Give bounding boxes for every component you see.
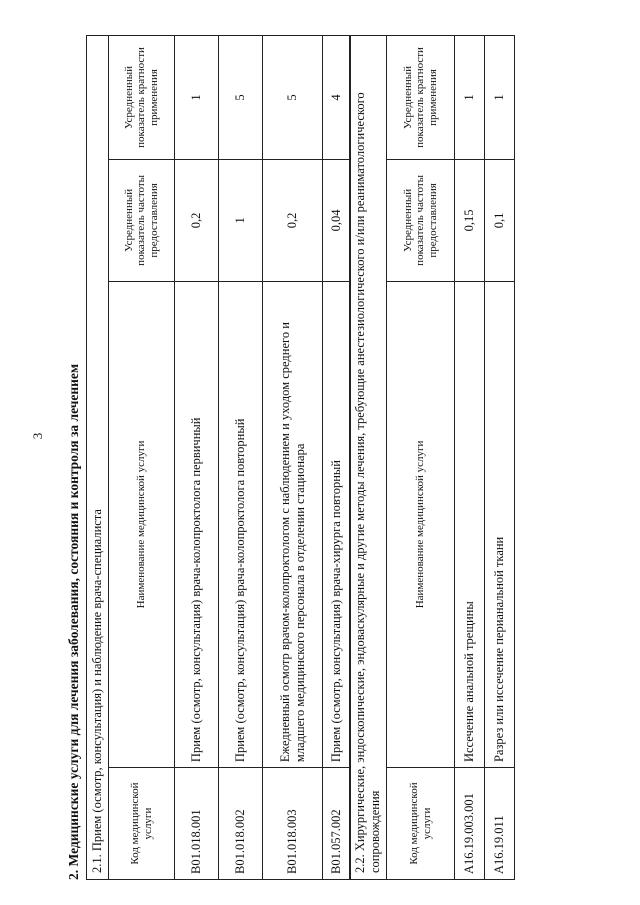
table-title: 2.1. Прием (осмотр, консультация) и наблюдение врача-специалиста	[87, 36, 109, 880]
service-name: Прием (осмотр, консультация) врача-хирурга повторный	[323, 281, 351, 767]
service-name: Иссечение анальной трещины	[455, 281, 485, 767]
service-code: B01.018.001	[175, 768, 219, 880]
header-code: Код медицинской услуги	[387, 768, 455, 880]
header-name: Наименование медицинской услуги	[387, 281, 455, 767]
multiplicity-value: 1	[485, 36, 515, 160]
table-row	[455, 36, 485, 880]
header-frequency: Усредненный показатель частоты предоставления	[387, 159, 455, 281]
service-code: B01.057.002	[323, 768, 351, 880]
frequency-value: 0,15	[455, 159, 485, 281]
header-code: Код медицинской услуги	[109, 768, 175, 880]
table-row	[263, 36, 323, 880]
multiplicity-value: 4	[323, 36, 351, 160]
table-row	[219, 36, 263, 880]
multiplicity-value: 1	[175, 36, 219, 160]
service-name: Разрез или иссечение перианальной ткани	[485, 281, 515, 767]
frequency-value: 0,1	[485, 159, 515, 281]
multiplicity-value: 5	[219, 36, 263, 160]
service-name: Прием (осмотр, консультация) врача-колопроктолога первичный	[175, 281, 219, 767]
header-multiplicity: Усредненный показатель кратности применения	[387, 36, 455, 160]
table-row	[323, 36, 351, 880]
service-name: Ежедневный осмотр врачом-колопроктологом с наблюдением и уходом среднего и младшего медицинского персонала в отделении стационара	[263, 281, 323, 767]
table-title: 2.2. Хирургические, эндоскопические, эндоваскулярные и другие методы лечения, требующие анестезиологического и/или реаниматологического сопровождения	[350, 36, 387, 880]
section-title: 2. Медицинские услуги для лечения заболевания, состояния и контроля за лечением	[66, 363, 81, 880]
rotated-page-content	[66, 35, 526, 880]
table-row	[175, 36, 219, 880]
multiplicity-value: 5	[263, 36, 323, 160]
service-code: A16.19.003.001	[455, 768, 485, 880]
table-row	[485, 36, 515, 880]
frequency-value: 0,2	[263, 159, 323, 281]
services-table-surgical	[349, 35, 515, 880]
service-code: B01.018.002	[219, 768, 263, 880]
frequency-value: 0,2	[175, 159, 219, 281]
service-code: B01.018.003	[263, 768, 323, 880]
multiplicity-value: 1	[455, 36, 485, 160]
header-frequency: Усредненный показатель частоты предоставления	[109, 159, 175, 281]
header-name: Наименование медицинской услуги	[109, 281, 175, 767]
page-number: 3	[30, 432, 45, 440]
services-table-consultations	[86, 35, 351, 880]
frequency-value: 1	[219, 159, 263, 281]
service-name: Прием (осмотр, консультация) врача-колопроктолога повторный	[219, 281, 263, 767]
frequency-value: 0,04	[323, 159, 351, 281]
service-code: A16.19.011	[485, 768, 515, 880]
header-multiplicity: Усредненный показатель кратности применения	[109, 36, 175, 160]
